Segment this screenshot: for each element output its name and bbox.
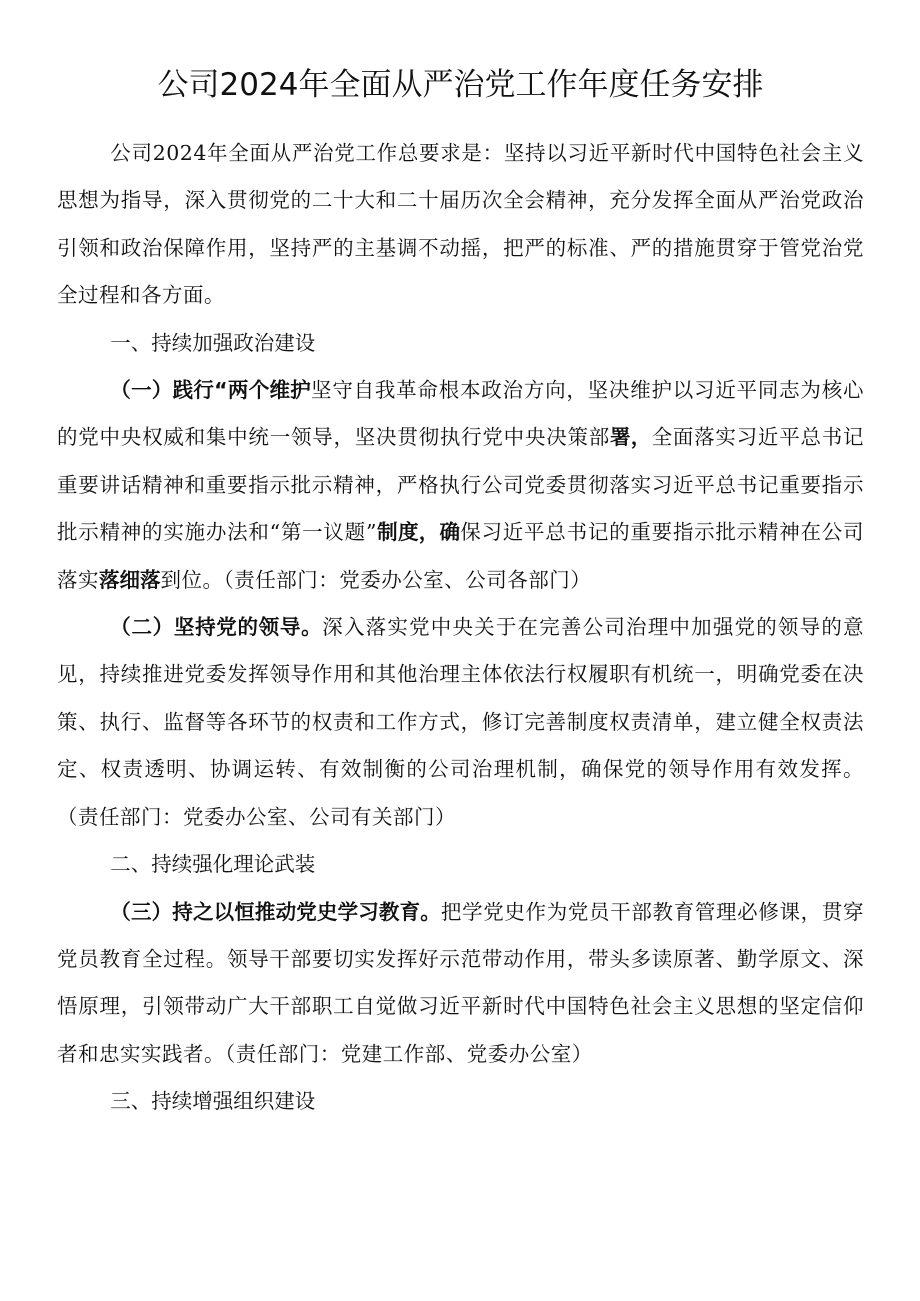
item-1-text-a: 坚守自我革命根本政治方向，坚决维护以习近平同志为核心的党中央权威和集中统一领导，坚决贯彻执行党中央决策部 bbox=[57, 378, 864, 450]
section-heading-2: 二、持续强化理论武装 bbox=[110, 852, 316, 877]
item-3-text: 把学党史作为党员干部教育管理必修课，贯穿党员教育全过程。领导干部要切实发挥好示范带动作用，带头多读原著、勤学原文、深悟原理，引领带动广大干部职工自觉做习近平新时代中国特色社会主义思想的坚定信仰者和忠实实践者。（责任部门：党建工作部、党委办公室） bbox=[57, 899, 865, 1066]
item-1-text-d: 到位。（责任部门：党委办公室、公司各部门） bbox=[160, 567, 592, 592]
item-2-paragraph bbox=[57, 604, 864, 841]
document-title: 公司2024年全面从严治党工作年度任务安排 bbox=[157, 67, 764, 103]
section-heading-1: 一、持续加强政治建设 bbox=[110, 330, 316, 355]
item-1-bold-d: 落细落 bbox=[99, 567, 161, 592]
item-1-paragraph bbox=[57, 367, 864, 604]
item-1-text-b: 全面落实习近平总书记重要讲话精神和重要指示批示精神，严格执行公司党委贯彻落实习近平总书记重要指示批示精神的实施办法和“第一议题” bbox=[57, 425, 865, 545]
item-2-text: 深入落实党中央关于在完善公司治理中加强党的领导的意见，持续推进党委发挥领导作用和其他治理主体依法行权履职有机统一，明确党委在决策、执行、监督等各环节的权责和工作方式，修订完善制度权责清单，建立健全权责法定、权责透明、协调运转、有效制衡的公司治理机制，确保党的领导作用有效发挥。（责任部门：党委办公室、公司有关部门） bbox=[57, 615, 865, 829]
item-1-bold-b: 署， bbox=[610, 425, 652, 450]
item-1-bold-lead: （一）践行“两个维护 bbox=[110, 378, 312, 403]
item-1-bold-c: 制度，确 bbox=[376, 520, 461, 545]
item-2-bold-lead: （二）坚持党的领导。 bbox=[110, 615, 323, 640]
item-3-bold-lead: （三）持之以恒推动党史学习教育。 bbox=[110, 899, 441, 924]
item-1-text-c: 保习近平总书记的重要指示批示精神在公司落实 bbox=[57, 520, 865, 592]
item-3-paragraph bbox=[57, 889, 864, 1079]
section-heading-3: 三、持续增强组织建设 bbox=[110, 1089, 316, 1114]
intro-paragraph: 公司2024年全面从严治党工作总要求是：坚持以习近平新时代中国特色社会主义思想为指导，深入贯彻党的二十大和二十届历次全会精神，充分发挥全面从严治党政治引领和政治保障作用，坚持严的主基调不动摇，把严的标准、严的措施贯穿于管党治党全过程和各方面。 bbox=[57, 141, 864, 308]
